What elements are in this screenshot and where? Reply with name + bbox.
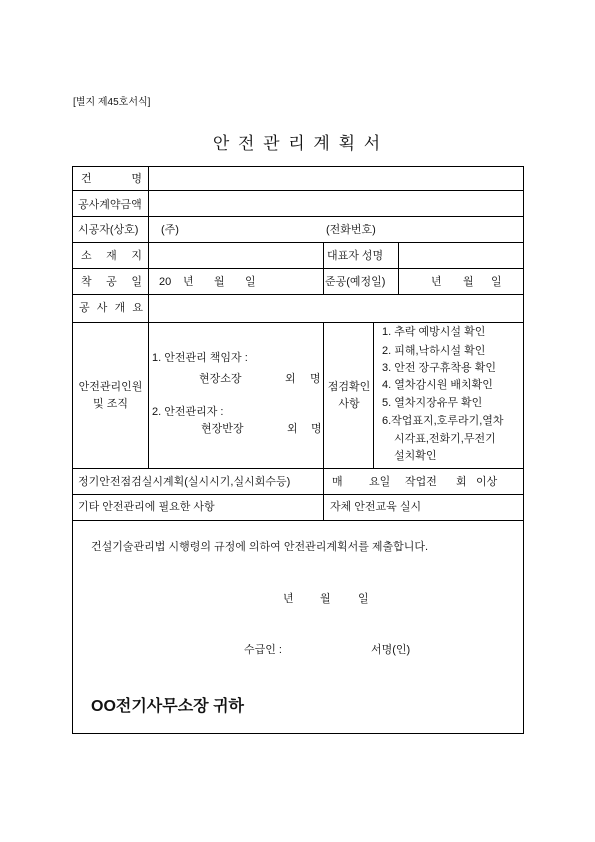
inspection-check-label-line: 사항 bbox=[338, 398, 360, 410]
form-number: [별지 제45호서식] bbox=[73, 97, 151, 108]
row-divider bbox=[73, 190, 523, 191]
inspection-plan-label: 정기안전점검실시계획(실시시기,실시회수등) bbox=[78, 476, 291, 488]
check-item: 3. 안전 장구휴착용 확인 bbox=[382, 362, 496, 374]
column-divider bbox=[398, 242, 399, 294]
start-year-prefix: 20 bbox=[159, 276, 172, 288]
organization-label bbox=[73, 323, 148, 469]
check-item: 5. 열차지장유무 확인 bbox=[382, 397, 483, 409]
check-item: 2. 피해,낙하시설 확인 bbox=[382, 345, 486, 357]
row-divider bbox=[73, 520, 523, 521]
inspection-check-label bbox=[324, 323, 374, 469]
contract-amount-label: 공사계약금액 bbox=[78, 199, 142, 211]
check-item-continuation: 설치확인 bbox=[394, 450, 437, 462]
declaration-month-unit: 월 bbox=[320, 593, 331, 605]
completion-date-label: 준공(예정일) bbox=[325, 276, 386, 288]
check-item: 4. 열차감시원 배치확인 bbox=[382, 379, 493, 391]
row-divider bbox=[73, 268, 523, 269]
safety-manager-line: 1. 안전관리 책임자 : bbox=[152, 352, 248, 364]
other-matters-value: 자체 안전교육 실시 bbox=[330, 501, 422, 513]
completion-day-unit: 일 bbox=[491, 276, 502, 288]
form-table bbox=[72, 166, 524, 734]
safety-officer-role: 현장반장 bbox=[201, 423, 244, 435]
start-date-label: 착 공 일 bbox=[81, 276, 142, 288]
declaration-statement: 건설기술관리법 시행령의 규정에 의하여 안전관리계획서를 제출합니다. bbox=[91, 541, 429, 553]
safety-officer-extra: 외 bbox=[287, 423, 298, 435]
column-divider bbox=[148, 167, 149, 468]
inspection-schedule-or-more: 이상 bbox=[476, 476, 498, 488]
inspection-check-label-line: 점검확인 bbox=[327, 381, 371, 393]
row-divider bbox=[73, 294, 523, 295]
addressee: OO전기사무소장 귀하 bbox=[91, 698, 244, 715]
representative-label: 대표자 성명 bbox=[327, 250, 384, 262]
declaration-day-unit: 일 bbox=[358, 593, 369, 605]
safety-manager-role: 현장소장 bbox=[199, 373, 242, 385]
organization-label-line: 안전관리인원 bbox=[78, 381, 143, 393]
start-year-unit: 년 bbox=[183, 276, 194, 288]
inspection-schedule-before-work: 작업전 bbox=[405, 476, 437, 488]
overview-label: 공 사 개 요 bbox=[79, 302, 143, 314]
completion-month-unit: 월 bbox=[463, 276, 474, 288]
safety-officer-count-unit: 명 bbox=[311, 423, 322, 435]
row-divider bbox=[73, 242, 523, 243]
start-day-unit: 일 bbox=[245, 276, 256, 288]
location-label: 소 재 지 bbox=[81, 250, 142, 262]
check-item: 6.작업표지,호루라기,열차 bbox=[382, 415, 504, 427]
check-item: 1. 추락 예방시설 확인 bbox=[382, 326, 486, 338]
contractor-phone-label: (전화번호) bbox=[326, 224, 376, 236]
column-divider bbox=[323, 242, 324, 294]
safety-officer-line: 2. 안전관리자 : bbox=[152, 406, 224, 418]
form-title: 안 전 관 리 계 획 서 bbox=[212, 134, 383, 153]
safety-manager-count-unit: 명 bbox=[310, 373, 321, 385]
organization-label-line: 및 조직 bbox=[93, 398, 128, 410]
inspection-schedule-times: 회 bbox=[456, 476, 467, 488]
row-divider bbox=[73, 494, 523, 495]
contractor-company-prefix: (주) bbox=[161, 224, 179, 236]
contractor-signer-label: 수급인 : bbox=[244, 644, 282, 656]
completion-year-unit: 년 bbox=[431, 276, 442, 288]
safety-manager-extra: 외 bbox=[285, 373, 296, 385]
row-divider bbox=[73, 216, 523, 217]
contractor-label: 시공자(상호) bbox=[78, 224, 139, 236]
declaration-year-unit: 년 bbox=[283, 593, 294, 605]
start-month-unit: 월 bbox=[214, 276, 225, 288]
inspection-schedule-every: 매 bbox=[332, 476, 343, 488]
other-matters-label: 기타 안전관리에 필요한 사항 bbox=[78, 501, 215, 513]
inspection-schedule-weekday: 요일 bbox=[369, 476, 391, 488]
signature-label: 서명(인) bbox=[371, 644, 411, 656]
project-name-label: 건 명 bbox=[81, 173, 142, 185]
check-item-continuation: 시각표,전화기,무전기 bbox=[394, 433, 496, 445]
